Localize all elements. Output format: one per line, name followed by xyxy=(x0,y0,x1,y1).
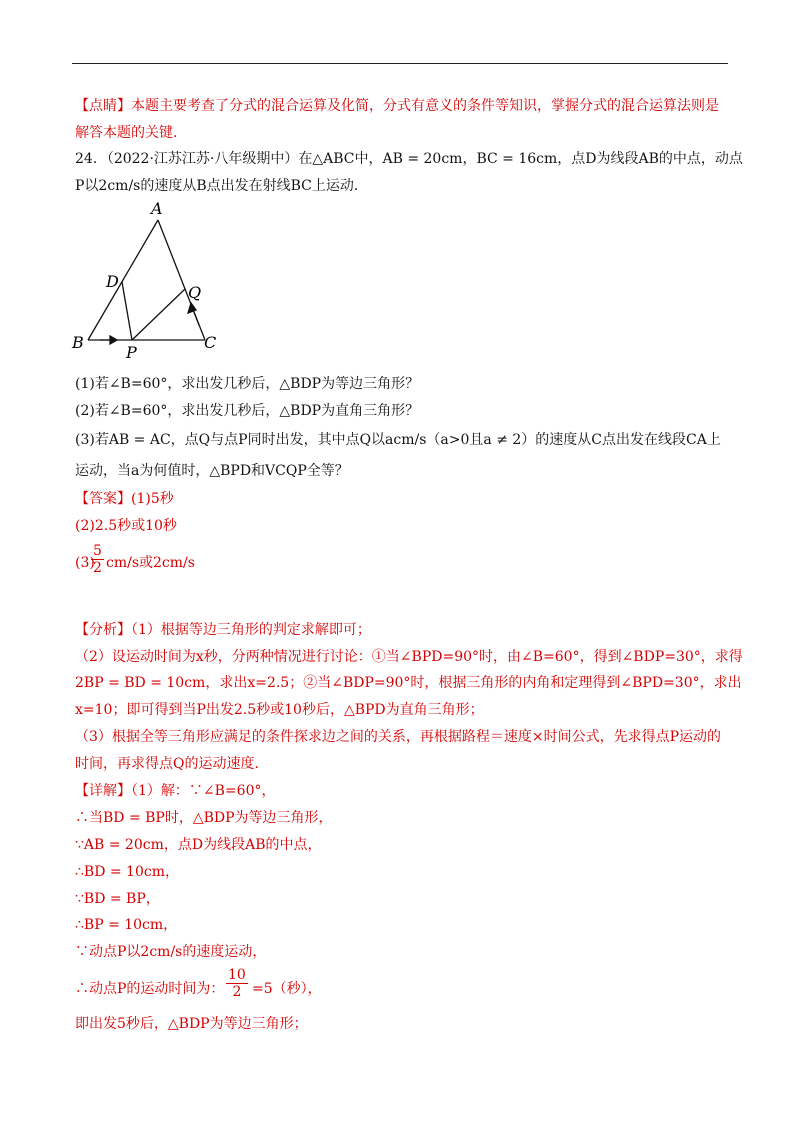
detail-line-8-suffix: =5（秒）， xyxy=(252,981,322,997)
label-C: C xyxy=(204,333,217,352)
answer-3-denominator: 2 xyxy=(93,560,102,576)
analysis-line-3: 2BP = BD = 10cm，求出x=2.5；②当∠BDP=90°时，根据三角形的内角和定理得到∠BPD=30°，求出 xyxy=(75,675,742,691)
detail-line-9: 即出发5秒后，△BDP为等边三角形； xyxy=(75,1016,308,1032)
answer-3-suffix: cm/s或2cm/s xyxy=(106,555,195,571)
answer-3-fraction xyxy=(91,543,104,576)
arrow-on-BC xyxy=(100,336,117,344)
question-line-1: 24．（2022·江苏江苏·八年级期中）在△ABC中，AB = 20cm，BC = 16cm，点D为线段AB的中点，动点 xyxy=(75,151,743,167)
detail-line-3: ∵AB = 20cm，点D为线段AB的中点， xyxy=(75,837,322,853)
note-line-1: 【点睛】本题主要考查了分式的混合运算及化简，分式有意义的条件等知识，掌握分式的混合运算法则是 xyxy=(75,98,719,114)
detail-line-6: ∴BP = 10cm， xyxy=(75,917,178,933)
answer-1: 【答案】(1)5秒 xyxy=(75,491,174,507)
segment-PQ xyxy=(132,289,185,340)
sub-question-3-line-1: (3)若AB = AC，点Q与点P同时出发，其中点Q以acm/s（a>0且a ≠ 2）的速度从C点出发在线段CA上 xyxy=(75,432,721,448)
detail-line-1: 【详解】（1）解：∵∠B=60°， xyxy=(75,783,276,799)
detail-line-8-denominator: 2 xyxy=(232,984,242,1000)
detail-line-5: ∵BD = BP， xyxy=(75,891,160,907)
analysis-line-1: 【分析】（1）根据等边三角形的判定求解即可； xyxy=(75,622,371,638)
segment-DP xyxy=(122,282,132,340)
analysis-line-2: （2）设运动时间为x秒，分两种情况进行讨论：①当∠BPD=90°时，由∠B=60°，得到∠BDP=30°，求得 xyxy=(75,649,743,665)
label-P: P xyxy=(126,343,137,362)
analysis-line-4: x=10；即可得到当P出发2.5秒或10秒后，△BPD为直角三角形； xyxy=(75,702,484,718)
sub-question-1: (1)若∠B=60°，求出发几秒后，△BDP为等边三角形？ xyxy=(75,376,420,392)
label-A: A xyxy=(151,199,163,218)
detail-line-8-numerator: 10 xyxy=(228,967,246,983)
analysis-line-5: （3）根据全等三角形应满足的条件探求边之间的关系，再根据路程＝速度×时间公式，先求得点P运动的 xyxy=(75,729,722,745)
question-line-2: P以2cm/s的速度从B点出发在射线BC上运动． xyxy=(75,178,368,194)
detail-line-7: ∵动点P以2cm/s的速度运动， xyxy=(75,944,267,960)
answer-3-numerator: 5 xyxy=(93,543,102,559)
triangle-diagram xyxy=(60,198,240,368)
answer-3-prefix: (3) xyxy=(75,555,95,571)
detail-line-8-prefix: ∴动点P的运动时间为： xyxy=(75,981,225,997)
arrow-on-CA xyxy=(188,303,199,325)
sub-question-2: (2)若∠B=60°，求出发几秒后，△BDP为直角三角形？ xyxy=(75,403,420,419)
detail-line-8-fraction xyxy=(226,967,248,1000)
sub-question-3-line-2: 运动，当a为何值时，△BPD和VCQP全等？ xyxy=(75,463,349,479)
answer-2: (2)2.5秒或10秒 xyxy=(75,518,177,534)
side-AB xyxy=(88,220,158,340)
detail-line-2: ∴当BD = BP时，△BDP为等边三角形， xyxy=(75,810,333,826)
label-B: B xyxy=(72,333,84,352)
note-line-2: 解答本题的关键． xyxy=(75,125,187,141)
detail-line-4: ∴BD = 10cm， xyxy=(75,864,179,880)
analysis-line-6: 时间，再求得点Q的运动速度． xyxy=(75,756,269,772)
header-rule xyxy=(72,63,728,64)
label-Q: Q xyxy=(188,283,202,302)
label-D: D xyxy=(106,272,119,291)
